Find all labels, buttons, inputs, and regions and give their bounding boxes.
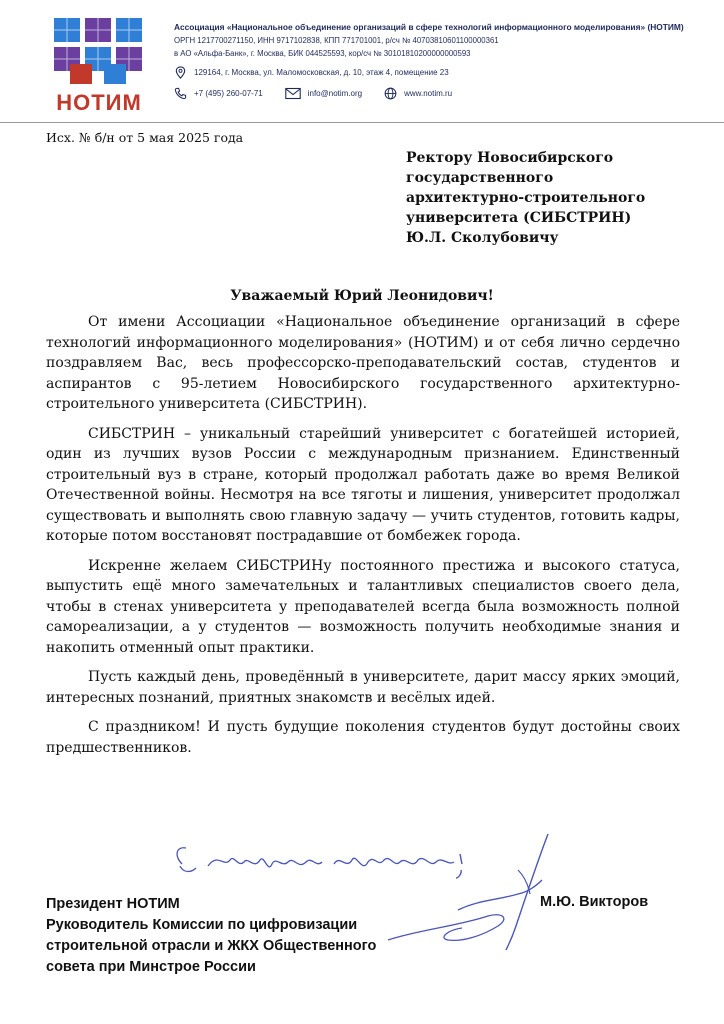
cubes-logo-icon <box>48 14 148 88</box>
org-website[interactable]: www.notim.ru <box>404 89 453 98</box>
body-paragraph: СИБСТРИН – уникальный старейший университет с богатейшей историей, один из лучших вузов России с международным признанием. Единственный строительный вуз в стране, который продолжал работать даже во время Великой Отечественной войны. Несмотря на все тяготы и лишения, университет продолжал существовать и выполнять свою главную задачу — учить студентов, готовить кадры, которые потом восстановят пострадавшие от бомбежек города. <box>46 425 680 544</box>
salutation: Уважаемый Юрий Леонидович! <box>230 288 494 304</box>
addressee-block <box>406 148 706 248</box>
signatory-title-line: Руководитель Комиссии по цифровизации <box>46 917 358 933</box>
signatory-title-line: Президент НОТИМ <box>46 896 180 912</box>
outgoing-reference: Исх. № б/н от 5 мая 2025 года <box>46 130 244 145</box>
contacts-row <box>174 87 714 100</box>
letter-body <box>46 312 680 767</box>
signatory-title-line: строительной отрасли и ЖКХ Общественного <box>46 938 377 954</box>
body-paragraph: С праздником! И пусть будущие поколения студентов будут достойны своих предшественников. <box>46 719 680 756</box>
addressee-line: архитектурно-строительного <box>406 190 646 206</box>
org-phone[interactable]: +7 (495) 260-07-71 <box>194 89 263 98</box>
logo-text: НОТИМ <box>56 90 142 115</box>
address-row <box>174 66 714 79</box>
addressee-line: Ректору Новосибирского <box>406 150 614 166</box>
phone-icon <box>174 87 187 100</box>
location-pin-icon <box>174 66 187 79</box>
body-paragraph: Пусть каждый день, проведённый в университете, дарит массу ярких эмоций, интересных познаний, приятных знакомств и весёлых идей. <box>46 669 680 706</box>
addressee-line: государственного <box>406 170 554 186</box>
body-paragraph: От имени Ассоциации «Национальное объединение организаций в сфере технологий информационного моделирования» (НОТИМ) и от себя лично сердечно поздравляем Вас, весь профессорско-преподавательский состав, студентов и аспирантов с 95-летием Новосибирского государственного архитектурно-строительного университета (СИБСТРИН). <box>46 314 680 412</box>
org-email[interactable]: info@notim.org <box>307 89 363 98</box>
org-name: Ассоциация «Национальное объединение организаций в сфере технологий информационного моделирования» (НОТИМ) <box>174 22 684 32</box>
signatory-titles <box>46 894 466 978</box>
notim-logo <box>44 14 154 114</box>
header-divider <box>0 122 724 123</box>
signatory-title-line: совета при Минстрое России <box>46 959 256 975</box>
signatory-name: М.Ю. Викторов <box>540 894 649 910</box>
org-bank: в АО «Альфа-Банк», г. Москва, БИК 044525593, кор/сч № 30101810200000000593 <box>174 49 471 58</box>
letterhead <box>0 0 724 122</box>
addressee-line: Ю.Л. Сколубовичу <box>406 230 559 246</box>
globe-icon <box>384 87 397 100</box>
org-registration: ОРГН 1217700271150, ИНН 9717102838, КПП 771701001, р/сч № 40703810601100000361 <box>174 36 499 45</box>
org-address: 129164, г. Москва, ул. Маломосковская, д. 10, этаж 4, помещение 23 <box>194 68 449 77</box>
body-paragraph: Искренне желаем СИБСТРИНу постоянного престижа и высокого статуса, выпустить ещё много замечательных и талантливых специалистов своего дела, чтобы в стенах университета у преподавателей всегда была возможность полной самореализации, а у студентов — возможность получить необходимые знания и накопить отменный опыт практики. <box>46 557 680 656</box>
addressee-line: университета (СИБСТРИН) <box>406 210 632 226</box>
email-icon <box>285 87 301 100</box>
organization-details <box>174 22 714 100</box>
